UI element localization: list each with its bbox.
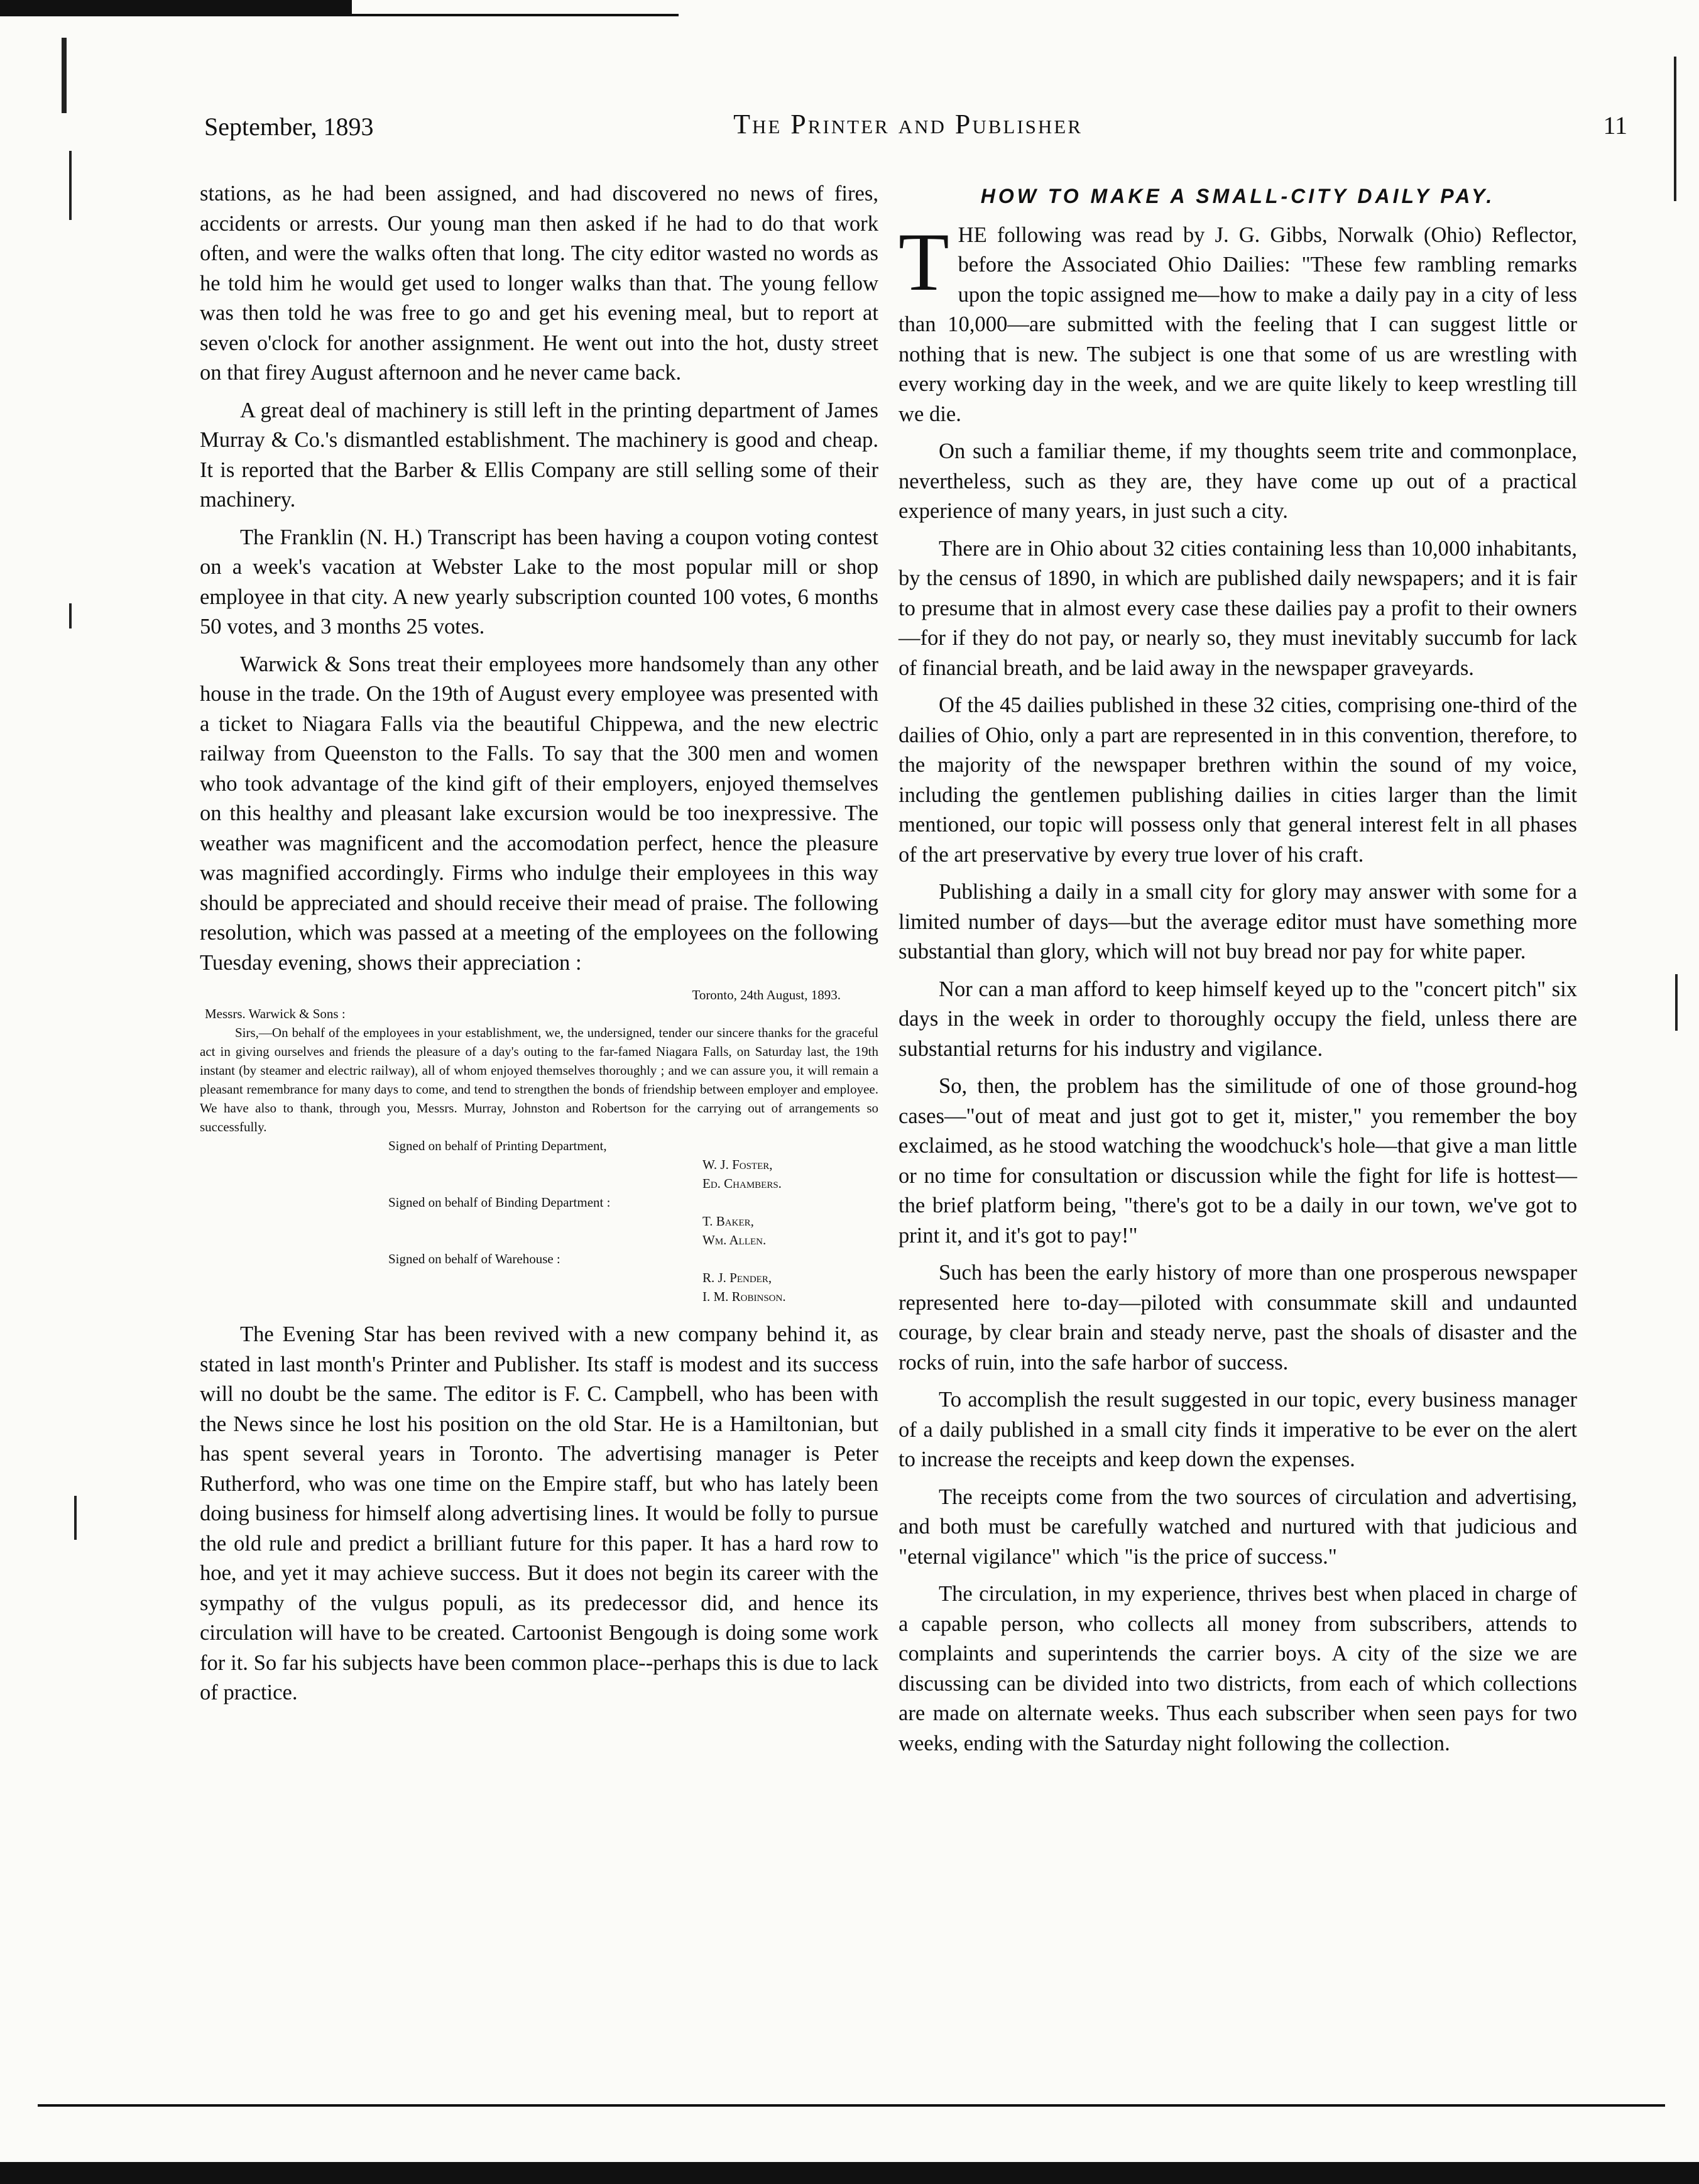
article-paragraph: The circulation, in my experience, thrives best when placed in charge of a capable person, who collects all money from subscribers, attends to complaints and superintends the carrier boys. A city of the size we are discussing can be divided into two districts, from each of which collections are made on alternate weeks. Thus each subscriber when seen pays for two weeks, ending with the Saturday night following the collection. xyxy=(899,1582,1577,1755)
news-item-warwick: Warwick & Sons treat their employees more handsomely than any other house in the trade. On the 19th of August every employee was presented with a ticket to Niagara Falls via the beautiful Chippewa, and the new electric railway from Queenston to the Falls. To say that the 300 men and women who took advantage of the kind gift of their employers, enjoyed themselves on this healthy and pleasant lake excursion would be too inexpressive. The weather was magnificent and the accomodation perfect, hence the pleasure was magnified accordingly. Firms who indulge their employees in this way should be appreciated and should receive their mead of praise. The following resolution, which was passed at a meeting of the employees on the following Tuesday evening, shows their appreciation : xyxy=(200,652,878,975)
letter-signature-line: Signed on behalf of Binding Department : xyxy=(388,1195,611,1210)
right-margin-mark xyxy=(1674,57,1676,201)
page-header xyxy=(188,106,1627,150)
letter-dateline: Toronto, 24th August, 1893. xyxy=(692,987,841,1002)
letter-salutation: Messrs. Warwick & Sons : xyxy=(205,1006,346,1021)
article-paragraph: To accomplish the result suggested in our topic, every business manager of a daily published in a small city finds it imperative to be ever on the alert to increase the receipts and keep down the expenses. xyxy=(899,1388,1577,1471)
letter-signer: T. Baker, xyxy=(702,1214,754,1229)
drop-cap: T xyxy=(899,215,949,308)
article-paragraph: Of the 45 dailies published in these 32 cities, comprising one-third of the dailies of Ohio, only a part are represented in in this convention, therefore, to the majority of the newspaper brethren within the sound of my voice, including the gentlemen publishing dailies in cities larger than the limit mentioned, our topic will possess only that general interest felt in all phases of the art preservative by every true lover of his craft. xyxy=(899,693,1577,867)
article-paragraph: The receipts come from the two sources of circulation and advertising, and both must be carefully watched and nurtured with that judicious and "eternal vigilance" which "is the price of success." xyxy=(899,1484,1577,1569)
bottom-rule xyxy=(38,2104,1665,2107)
news-item-murray: A great deal of machinery is still left in the printing department of James Murray & Co.'s dismantled establishment. The machinery is good and cheap. It is reported that the Barber & Ellis Company are still selling some of their machinery. xyxy=(200,398,878,512)
article-paragraph: So, then, the problem has the similitude of one of those ground-hog cases—"out of meat and just got to get it, mister," you remember the boy exclaimed, as he stood watching the woodchuck's hole—that give a man little or no time for consultation or discussion while the fight for life is hottest—the brief platform being, "there's got to be a daily in our town, we've got to print it, and it's got to pay!" xyxy=(899,1074,1577,1248)
publication-title: The Printer and Publisher xyxy=(733,109,1083,140)
top-scan-line xyxy=(113,14,679,16)
letter-signature-line: Signed on behalf of Printing Department, xyxy=(388,1138,607,1153)
article-paragraph: Publishing a daily in a small city for glory may answer with some for a limited number of days—but the average editor must have something more substantial than glory, which will not buy bread nor pay for white paper. xyxy=(899,880,1577,963)
article-intro xyxy=(899,215,1577,430)
left-margin-mark xyxy=(69,151,72,220)
article-paragraph: There are in Ohio about 32 cities containing less than 10,000 inhabitants, by the census of 1890, in which are published daily newspapers; and it is fair to presume that in almost every case these dailies pay a profit to their owners—for if they do not pay, or nearly so, they must inevitably succumb for lack of financial breath, and be laid away in the newspaper graveyards. xyxy=(899,536,1577,680)
issue-date: September, 1893 xyxy=(204,112,374,141)
bottom-scan-border xyxy=(0,2162,1699,2184)
left-column xyxy=(200,179,878,1716)
article-paragraph: On such a familiar theme, if my thoughts seem trite and commonplace, nevertheless, such as they are, they have come up out of a practical experience of many years, in just such a city. xyxy=(899,439,1577,523)
article-heading: HOW TO MAKE A SMALL-CITY DAILY PAY. xyxy=(980,185,1495,207)
article-paragraph: Nor can a man afford to keep himself keyed up to the "concert pitch" six days in the week in order to thoroughly occupy the field, unless there are substantial returns for his industry and vigilance. xyxy=(899,977,1577,1061)
article-paragraph: Such has been the early history of more than one prosperous newspaper represented here to-day—piloted with consummate skill and undaunted courage, by clear brain and steady nerve, past the shoals of disaster and the rocks of ruin, into the safe harbor of success. xyxy=(899,1261,1577,1375)
letter-body: Sirs,—On behalf of the employees in your establishment, we, the undersigned, tender our sincere thanks for the graceful act in giving ourselves and friends the pleasure of a day's outing to the far-famed Niagara Falls, on Saturday last, the 19th instant (by steamer and electric railway), all of whom enjoyed themselves thoroughly ; and we can assure you, it will remain a pleasant remembrance for many days to come, and tend to strengthen the bonds of friendship between employer and employee. We have also to thank, through you, Messrs. Murray, Johnston and Robertson for the carrying out of arrangements so successfully. xyxy=(200,1025,878,1134)
letter-signer: I. M. Robinson. xyxy=(702,1289,786,1304)
letter-signature-line: Signed on behalf of Warehouse : xyxy=(388,1251,560,1266)
page-number: 11 xyxy=(1603,111,1627,140)
left-margin-mark xyxy=(74,1496,77,1540)
resolution-letter xyxy=(200,985,878,1306)
news-item-franklin: The Franklin (N. H.) Transcript has been having a coupon voting contest on a week's vacation at Webster Lake to the most popular mill or shop employee in that city. A new yearly subscription counted 100 votes, 6 months 50 votes, and 3 months 25 votes. xyxy=(200,525,878,639)
article-intro-text: HE following was read by J. G. Gibbs, Norwalk (Ohio) Reflector, before the Associated Ohio Dailies: "These few rambling remarks upon the topic assigned me—how to make a daily pay in a city of less than 10,000—are submitted with the feeling that I can suggest little or nothing that is new. The subject is one that some of us are wrestling with every working day in the week, and we are quite likely to keep wrestling till we die. xyxy=(899,222,1577,426)
letter-signer: Ed. Chambers. xyxy=(702,1176,782,1191)
letter-signer: W. J. Foster, xyxy=(702,1157,773,1172)
right-column xyxy=(899,179,1577,1766)
left-margin-mark xyxy=(62,38,67,113)
letter-signer: Wm. Allen. xyxy=(702,1232,767,1248)
letter-signer: R. J. Pender, xyxy=(702,1270,772,1285)
news-item-evening-star: The Evening Star has been revived with a new company behind it, as stated in last month's Printer and Publisher. Its staff is modest and its success will no doubt be the same. The editor is F. C. Campbell, who has been with the News since he lost his position on the old Star. He is a Hamiltonian, but has spent several years in Toronto. The advertising manager is Peter Rutherford, who was one time on the Empire staff, but who has lately been doing business for himself along advertising lines. It would be folly to pursue the old rule and predict a brilliant future for this paper. It has a hard row to hoe, and yet it may achieve success. But it does not begin its career with the sympathy of the vulgus populi, as its predecessor did, and hence its circulation will have to be created. Cartoonist Bengough is doing some work for it. So far his subjects have been common place--perhaps this is due to lack of practice. xyxy=(200,1322,878,1704)
right-margin-mark xyxy=(1675,974,1678,1031)
left-margin-mark xyxy=(69,603,72,628)
article-continuation: stations, as he had been assigned, and had discovered no news of fires, accidents or arrests. Our young man then asked if he had to do that work often, and were the walks often that long. The city editor wasted no words as he told him he would get used to longer walks than that. The young fellow was then told he was free to go and get his evening meal, but to report at seven o'clock for another assignment. He went out into the hot, dusty street on that firey August afternoon and he never came back. xyxy=(200,182,878,385)
